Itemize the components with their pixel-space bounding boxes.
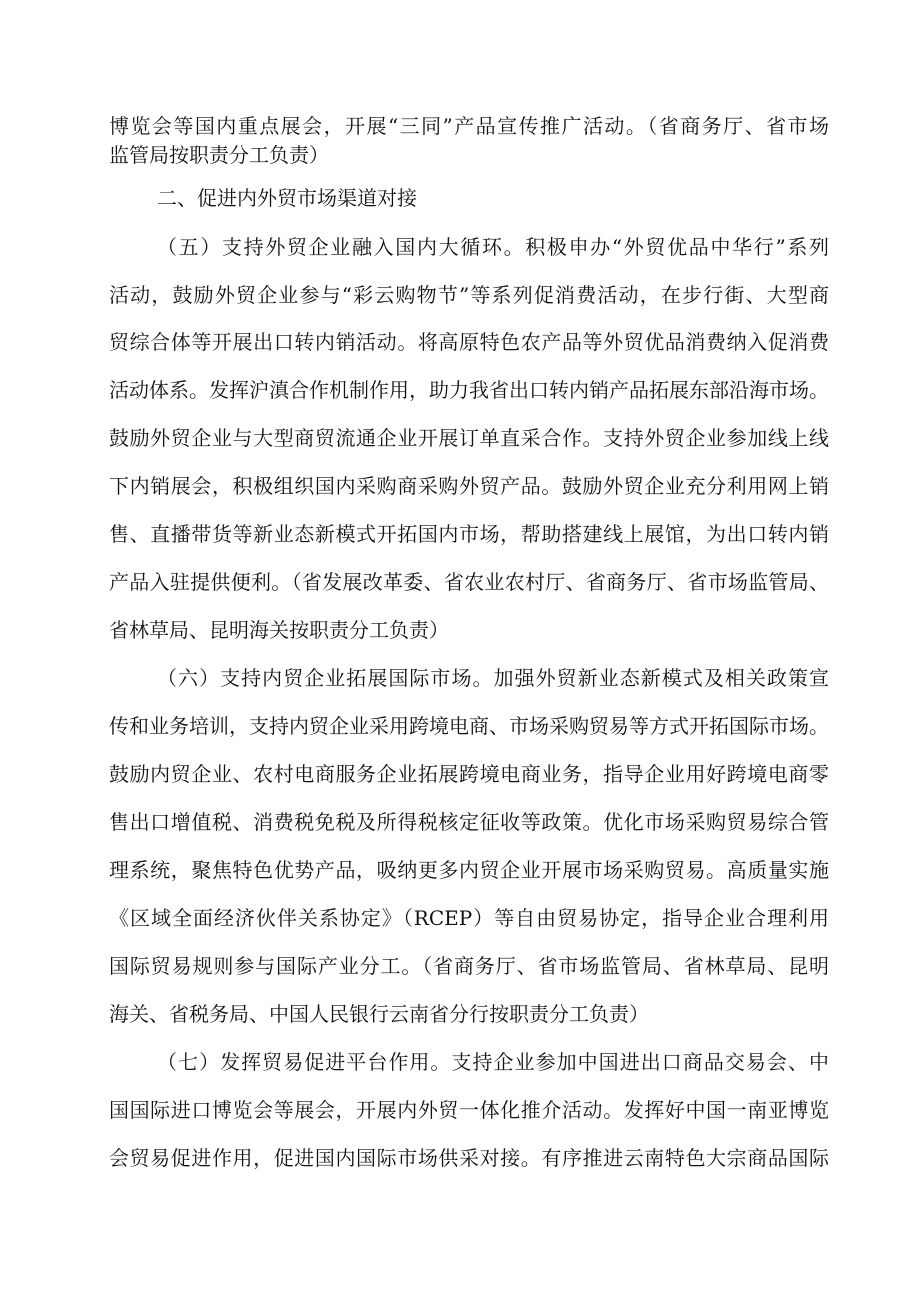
paragraph-line: 《区域全面经济伙伴关系协定》（RCEP）等自由贸易协定，指导企业合理利用: [109, 906, 829, 930]
paragraph-line: 理系统，聚焦特色优势产品，吸纳更多内贸企业开展市场采购贸易。高质量实施: [109, 858, 829, 882]
paragraph-line: 会贸易促进作用，促进国内国际市场供采对接。有序推进云南特色大宗商品国际: [109, 1146, 829, 1170]
paragraph-line: 售出口增值税、消费税免税及所得税核定征收等政策。优化市场采购贸易综合管: [109, 810, 829, 834]
paragraph-line: 产品入驻提供便利。（省发展改革委、省农业农村厅、省商务厅、省市场监管局、: [109, 570, 829, 594]
paragraph-line: 活动体系。发挥沪滇合作机制作用，助力我省出口转内销产品拓展东部沿海市场。: [109, 378, 829, 402]
paragraph-line: 传和业务培训，支持内贸企业采用跨境电商、市场采购贸易等方式开拓国际市场。: [109, 714, 829, 738]
paragraph-line: 省林草局、昆明海关按职责分工负责）: [109, 618, 449, 642]
paragraph-line: 下内销展会，积极组织国内采购商采购外贸产品。鼓励外贸企业充分利用网上销: [109, 474, 829, 498]
paragraph-line: （五）支持外贸企业融入国内大循环。积极申办“外贸优品中华行”系列: [157, 235, 829, 259]
paragraph-line: 监管局按职责分工负责）: [109, 143, 329, 167]
section-heading: 二、促进内外贸市场渠道对接: [157, 186, 417, 210]
paragraph-line: 活动，鼓励外贸企业参与“彩云购物节”等系列促消费活动，在步行街、大型商: [109, 283, 829, 307]
paragraph-line: 鼓励内贸企业、农村电商服务企业拓展跨境电商业务，指导企业用好跨境电商零: [109, 762, 829, 786]
paragraph-line: （六）支持内贸企业拓展国际市场。加强外贸新业态新模式及相关政策宣: [157, 666, 829, 690]
paragraph-line: 博览会等国内重点展会，开展“三同”产品宣传推广活动。（省商务厅、省市场: [109, 114, 829, 138]
paragraph-line: （七）发挥贸易促进平台作用。支持企业参加中国进出口商品交易会、中: [157, 1050, 829, 1074]
paragraph-line: 贸综合体等开展出口转内销活动。将高原特色农产品等外贸优品消费纳入促消费: [109, 330, 829, 354]
paragraph-line: 国际贸易规则参与国际产业分工。（省商务厅、省市场监管局、省林草局、昆明: [109, 954, 829, 978]
paragraph-line: 国国际进口博览会等展会，开展内外贸一体化推介活动。发挥好中国一南亚博览: [109, 1098, 829, 1122]
paragraph-line: 鼓励外贸企业与大型商贸流通企业开展订单直采合作。支持外贸企业参加线上线: [109, 426, 829, 450]
paragraph-line: 售、直播带货等新业态新模式开拓国内市场，帮助搭建线上展馆，为出口转内销: [109, 522, 829, 546]
paragraph-line: 海关、省税务局、中国人民银行云南省分行按职责分工负责）: [109, 1002, 649, 1026]
